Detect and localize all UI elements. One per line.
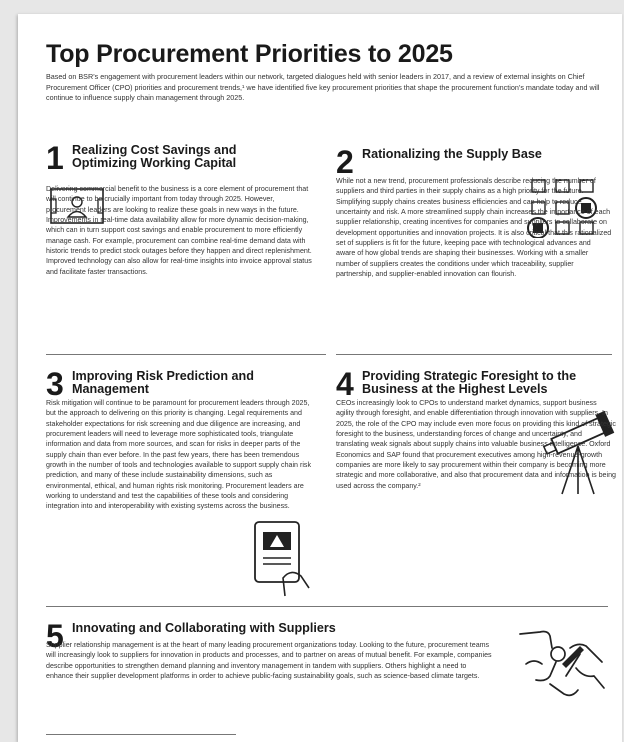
divider	[336, 354, 612, 355]
handshake-sketch-icon	[506, 624, 610, 704]
section-body: Risk mitigation will continue to be paramount for procurement leaders through 2025, but the approach to delivering on this priority is changing. Legal requirements and stakeholder expectations for risk screening and due diligence are increasing, and procurement leaders will need to leverage more sophisticated tools, triangulate information and data from more sources, and scan for risks in deeper parts of the supply chain than ever before. In the past few years, there has been tremendous growth in the number of tools and technologies available to support supply chain risk prediction, and many of these include sustainability dimensions, such as environmental, ethical, and human rights risk monitoring. Procurement leaders are working to understand and test the capabilities of these tools and considering integration into and interoperability with existing systems across the business.	[46, 399, 311, 511]
footnote-divider	[46, 734, 236, 735]
section-number: 5	[46, 618, 64, 654]
section-number: 1	[46, 140, 64, 176]
section-body: Supplier relationship management is at the heart of many leading procurement organizations today. Looking to the future, procurement teams will increasingly look to suppliers for innovation in products and processes, and to partner on areas of mutual benefit. For example, companies describe opportunities to strengthen demand planning and inventory management in tandem with suppliers. Others highlight a need to enhance their supplier development platforms in order to achieve public-facing sustainability goals, such as science-based climate targets.	[46, 641, 492, 681]
section-number: 2	[336, 144, 354, 180]
section-title: Realizing Cost Savings and Optimizing Working Capital	[72, 143, 237, 170]
section-2	[336, 146, 612, 351]
intro-paragraph: Based on BSR’s engagement with procurement leaders within our network, targeted dialogues held with senior leaders in 2017, and a review of external insights on Chief Procurement Officer (CPO) priorities and procurement trends,¹ we have identified five key procurement priorities that shape the procurement function’s mandate today and will continue to influence supply chain management through 2025.	[46, 72, 600, 102]
section-title: Providing Strategic Foresight to the Business at the Highest Levels	[362, 369, 577, 396]
section-body: CEOs increasingly look to CPOs to understand market dynamics, support business agility through foresight, and enable differentiation through innovation with suppliers. In 2025, the role of the CPO may include even more focus on providing this kind of strategic foresight to the business, understanding forces of change and uncertainty, and translating weak signals about supply chains into valuable business intelligence. Oxford Economics and SAP found that procurement executives among high-revenue-growth companies are more likely to say procurement within their company is becoming more strategic and more collaborative, and also that procurement data and information is being used across the company.²	[336, 399, 616, 490]
section-body: While not a new trend, procurement professionals describe reducing the number of suppliers and third parties in their supply chains as a high priority for the future. Simplifying supply chains creates business efficiencies and can help to reduce uncertainty and risk. A more streamlined supply chain increases the importance of each supplier relationship, creating incentives for companies and suppliers to collaborate on development opportunities and innovation projects. It is also critical that this rationalized set of suppliers is fit for the future, keeping pace with technological advances and aware of how global trends are shaping their businesses. Working with a smaller number of suppliers creates the conditions under which traceability, supplier partnership, and supplier-enabled innovation can flourish.	[336, 177, 612, 279]
section-1	[46, 142, 314, 342]
section-5	[46, 620, 610, 720]
section-4	[336, 368, 616, 588]
section-3	[46, 368, 316, 610]
document-page	[18, 14, 622, 742]
section-title: Improving Risk Prediction and Management	[72, 369, 254, 396]
section-title: Rationalizing the Supply Base	[362, 147, 542, 161]
section-number: 4	[336, 366, 354, 402]
divider	[46, 606, 608, 607]
section-number: 3	[46, 366, 64, 402]
section-title: Innovating and Collaborating with Suppliers	[72, 621, 336, 635]
tablet-warning-icon	[251, 518, 313, 598]
section-body: Delivering commercial benefit to the business is a core element of procurement that will continue to be crucially important from today through 2025. However, procurement leaders are looking to realize these goals in new ways in the future. Improvements in real-time data availability allow for more dynamic decision-making, which can in turn support cost savings and enable procurement to more efficiently manage cash. For example, procurement can combine real-time demand data with historic trends to predict stock outages before they happen and direct replenishment. Improved technology can also allow for real-time insights into invoice approval status and facilitate faster transactions.	[46, 185, 312, 276]
page-title: Top Procurement Priorities to 2025	[46, 40, 453, 68]
divider	[46, 354, 326, 355]
